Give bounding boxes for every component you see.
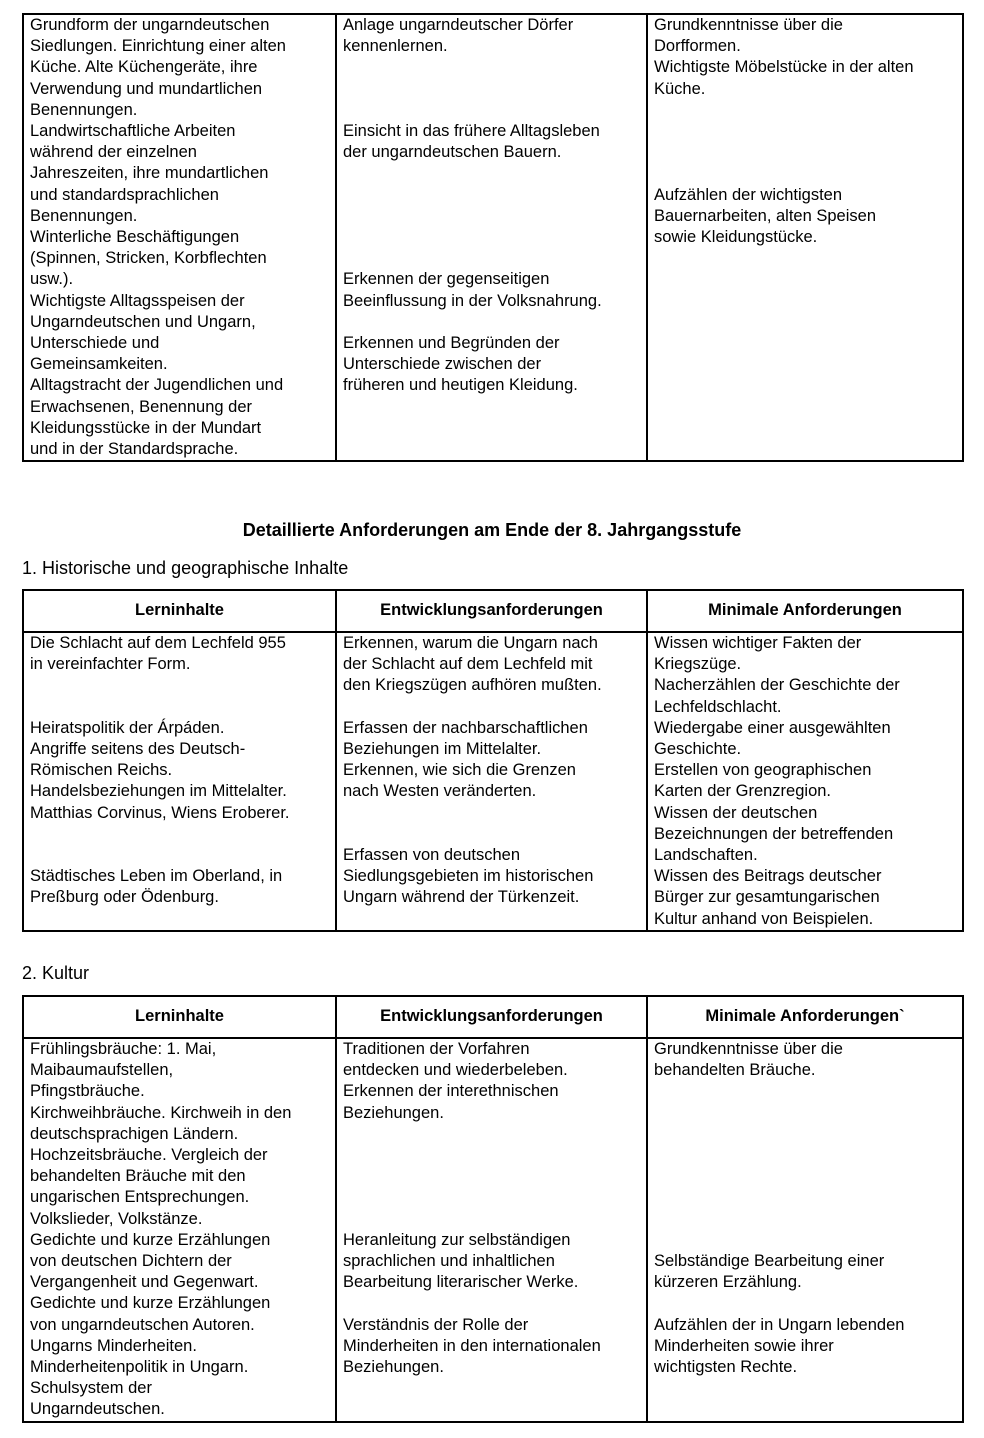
table-row [23, 1038, 963, 1422]
section-heading: Detaillierte Anforderungen am Ende der 8. Jahrgangsstufe [242, 520, 742, 540]
header-entwicklungsanforderungen: Entwicklungsanforderungen [336, 996, 647, 1038]
table-continued [22, 13, 964, 462]
cell-entwicklungsanforderungen: Erkennen, warum die Ungarn nach der Schlacht auf dem Lechfeld mit den Kriegszügen aufhören mußten. Erfassen der nachbarschaftlichen Beziehungen im Mittelalter. Erkennen, wie sich die Grenzen nach Westen veränderten. Erfassen von deutschen Siedlungsgebieten im historischen Ungarn während der Türkenzeit. [336, 632, 647, 931]
table-row [23, 14, 963, 461]
table-kultur [22, 995, 964, 1423]
cell-entwicklungsanforderungen: Traditionen der Vorfahren entdecken und wiederbeleben. Erkennen der interethnischen Beziehungen. Heranleitung zur selbständigen sprachlichen und inhaltlichen Bearbeitung literarischer Werke. Verständnis der Rolle der Minderheiten in den internationalen Beziehungen. [336, 1038, 647, 1422]
table-header-row [23, 996, 963, 1038]
table-row [23, 632, 963, 931]
table-header-row [23, 590, 963, 632]
cell-minimale-anforderungen: Grundkenntnisse über die behandelten Bräuche. Selbständige Bearbeitung einer kürzeren Erzählung. Aufzählen der in Ungarn lebenden Minderheiten sowie ihrer wichtigsten Rechte. [647, 1038, 963, 1422]
subsection-title-kultur: 2. Kultur [22, 963, 90, 983]
table-historisch [22, 589, 964, 932]
cell-lerninhalte: Die Schlacht auf dem Lechfeld 955 in vereinfachter Form. Heiratspolitik der Árpáden. Angriffe seitens des Deutsch- Römischen Reichs. Handelsbeziehungen im Mittelalter. Matthias Corvinus, Wiens Eroberer. Städtisches Leben im Oberland, in Preßburg oder Ödenburg. [23, 632, 336, 931]
cell-lerninhalte: Grundform der ungarndeutschen Siedlungen. Einrichtung einer alten Küche. Alte Küchengeräte, ihre Verwendung und mundartlichen Benennungen. Landwirtschaftliche Arbeiten während der einzelnen Jahreszeiten, ihre mundartlichen und standardsprachlichen Benennungen. Winterliche Beschäftigungen (Spinnen, Stricken, Korbflechten usw.). Wichtigste Alltagsspeisen der Ungarndeutschen und Ungarn, Unterschiede und Gemeinsamkeiten. Alltagstracht der Jugendlichen und Erwachsenen, Benennung der Kleidungsstücke in der Mundart und in der Standardsprache. [23, 14, 336, 461]
cell-lerninhalte: Frühlingsbräuche: 1. Mai, Maibaumaufstellen, Pfingstbräuche. Kirchweihbräuche. Kirchweih in den deutschsprachigen Ländern. Hochzeitsbräuche. Vergleich der behandelten Bräuche mit den ungarischen Entsprechungen. Volkslieder, Volkstänze. Gedichte und kurze Erzählungen von deutschen Dichtern der Vergangenheit und Gegenwart. Gedichte und kurze Erzählungen von ungarndeutschen Autoren. Ungarns Minderheiten. Minderheitenpolitik in Ungarn. Schulsystem der Ungarndeutschen. [23, 1038, 336, 1422]
header-lerninhalte: Lerninhalte [23, 996, 336, 1038]
subsection-title-historisch: 1. Historische und geographische Inhalte [22, 558, 349, 578]
header-minimale-anforderungen: Minimale Anforderungen [647, 590, 963, 632]
header-minimale-anforderungen: Minimale Anforderungen` [647, 996, 963, 1038]
cell-minimale-anforderungen: Wissen wichtiger Fakten der Kriegszüge. Nacherzählen der Geschichte der Lechfeldschlacht. Wiedergabe einer ausgewählten Geschichte. Erstellen von geographischen Karten der Grenzregion. Wissen der deutschen Bezeichnungen der betreffenden Landschaften. Wissen des Beitrags deutscher Bürger zur gesamtungarischen Kultur anhand von Beispielen. [647, 632, 963, 931]
header-entwicklungsanforderungen: Entwicklungsanforderungen [336, 590, 647, 632]
header-lerninhalte: Lerninhalte [23, 590, 336, 632]
cell-minimale-anforderungen: Grundkenntnisse über die Dorfformen. Wichtigste Möbelstücke in der alten Küche. Aufzählen der wichtigsten Bauernarbeiten, alten Speisen sowie Kleidungstücke. [647, 14, 963, 461]
cell-entwicklungsanforderungen: Anlage ungarndeutscher Dörfer kennenlernen. Einsicht in das frühere Alltagsleben der ungarndeutschen Bauern. Erkennen der gegenseitigen Beeinflussung in der Volksnahrung. Erkennen und Begründen der Unterschiede zwischen der früheren und heutigen Kleidung. [336, 14, 647, 461]
